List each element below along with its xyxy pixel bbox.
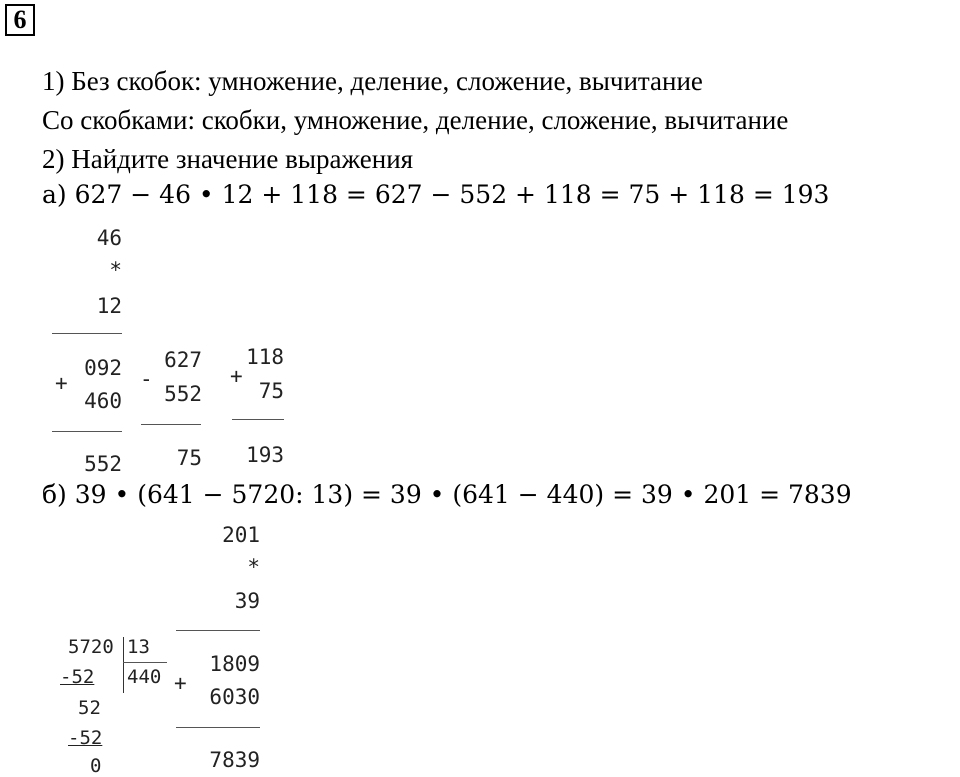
sub-a-top: 627: [164, 348, 202, 372]
division-step2: -52: [68, 727, 103, 749]
mult-a-line: [52, 333, 122, 334]
mult-b-plus: +: [174, 671, 187, 695]
mult-b-partial2: 6030: [209, 685, 260, 709]
mult-a-sum-line: [52, 431, 122, 432]
sub-a-bottom: 552: [164, 382, 202, 406]
mult-a-partial2: 460: [84, 389, 122, 413]
division-step1: -52: [60, 666, 95, 688]
division-remainder1: 52: [78, 697, 101, 719]
division-vertical-line: [123, 637, 124, 693]
division-horizontal-line: [123, 662, 167, 663]
mult-a-bottom: 12: [96, 294, 122, 318]
mult-a-plus: +: [55, 371, 68, 395]
sub-a-result: 75: [176, 446, 202, 470]
task-number-badge: 6: [5, 4, 35, 36]
task-heading: 2) Найдите значение выражения: [42, 144, 414, 174]
mult-b-operator: *: [247, 555, 260, 579]
mult-a-partial1: 092: [84, 356, 122, 380]
division-remainder2: 0: [90, 755, 102, 777]
add-a-top: 118: [246, 345, 284, 369]
mult-b-bottom: 39: [234, 589, 260, 613]
add-a-line: [232, 419, 284, 420]
add-a-plus: +: [230, 364, 243, 388]
expression-a: а) 627 − 46 • 12 + 118 = 627 − 552 + 118 = 75 + 118 = 193: [42, 180, 830, 209]
expression-b: б) 39 • (641 − 5720: 13) = 39 • (641 − 440) = 39 • 201 = 7839: [42, 480, 852, 509]
mult-b-top: 201: [222, 523, 260, 547]
rule-no-brackets: 1) Без скобок: умножение, деление, сложение, вычитание: [42, 66, 703, 96]
sub-a-minus: -: [140, 367, 153, 391]
mult-a-operator: *: [109, 258, 122, 282]
mult-b-sum-line: [176, 727, 260, 728]
sub-a-line: [141, 424, 201, 425]
add-a-result: 193: [246, 443, 284, 467]
division-quotient: 440: [127, 666, 162, 688]
division-dividend: 5720: [68, 636, 114, 658]
add-a-bottom: 75: [258, 379, 284, 403]
mult-a-result: 552: [84, 452, 122, 476]
mult-a-top: 46: [96, 226, 122, 250]
mult-b-partial1: 1809: [209, 652, 260, 676]
mult-b-line: [176, 630, 260, 631]
rule-with-brackets: Со скобками: скобки, умножение, деление, сложение, вычитание: [42, 105, 789, 135]
division-divisor: 13: [127, 636, 150, 658]
mult-b-result: 7839: [209, 748, 260, 772]
